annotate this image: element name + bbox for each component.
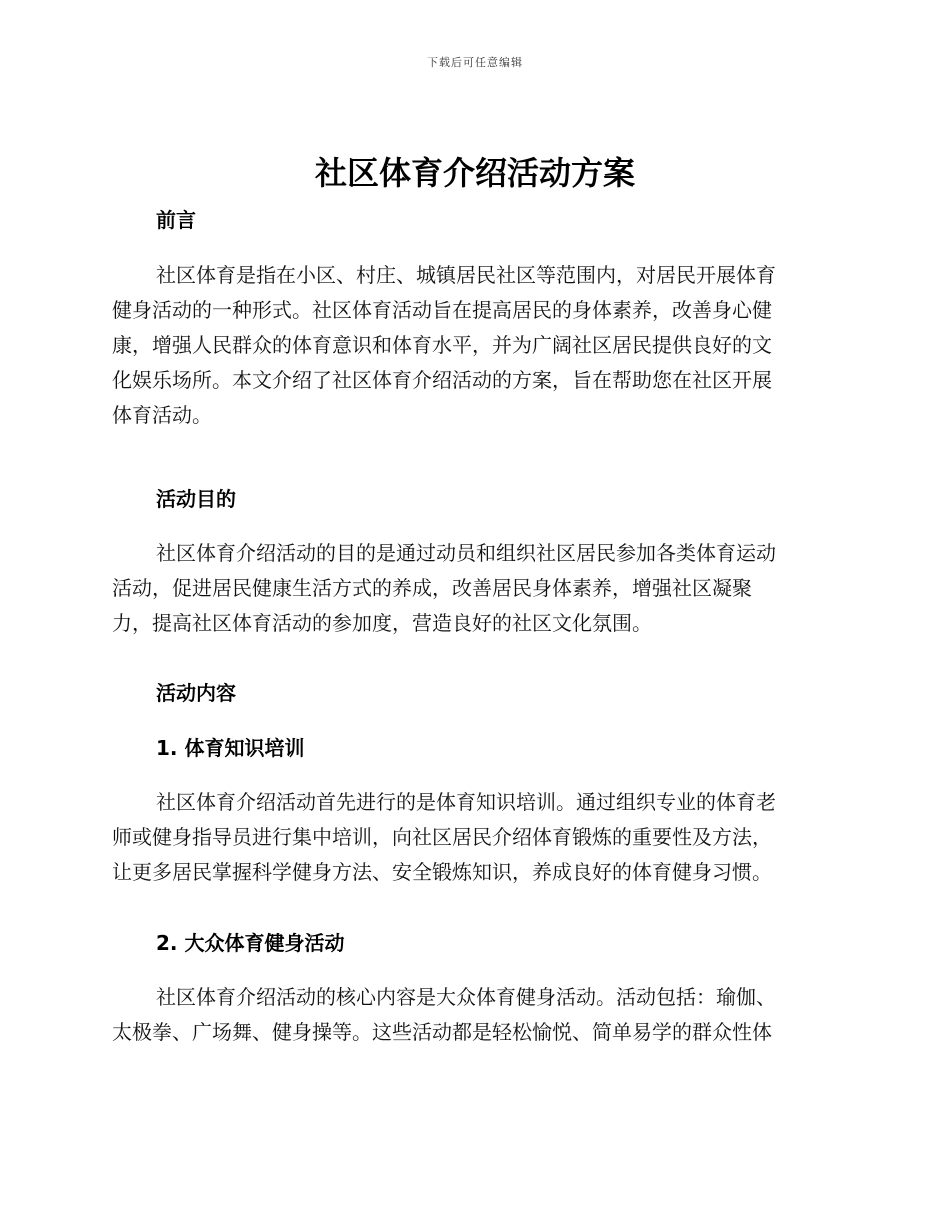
paragraph-preface <box>112 258 832 433</box>
paragraph-purpose <box>112 536 832 641</box>
paragraph-line: 活动，促进居民健康生活方式的养成，改善居民身体素养，增强社区凝聚 <box>112 576 752 600</box>
document-title: 社区体育介绍活动方案 <box>314 154 635 192</box>
paragraph-line: 师或健身指导员进行集中培训，向社区居民介绍体育锻炼的重要性及方法， <box>112 825 772 849</box>
paragraph-line: 体育活动。 <box>112 403 212 427</box>
paragraph-fitness <box>112 980 832 1050</box>
paragraph-line: 社区体育介绍活动的核心内容是大众体育健身活动。活动包括：瑜伽、 <box>156 985 776 1009</box>
paragraph-line: 社区体育介绍活动的目的是通过动员和组织社区居民参加各类体育运动 <box>156 541 776 565</box>
paragraph-training <box>112 785 832 890</box>
subsection-heading-fitness: 2. 大众体育健身活动 <box>156 931 345 955</box>
page-header-note: 下载后可任意编辑 <box>427 56 523 69</box>
paragraph-line: 让更多居民掌握科学健身方法、安全锻炼知识，养成良好的体育健身习惯。 <box>112 860 772 884</box>
section-heading-content: 活动内容 <box>156 681 236 705</box>
paragraph-line: 力，提高社区体育活动的参加度，营造良好的社区文化氛围。 <box>112 611 652 635</box>
paragraph-line: 社区体育是指在小区、村庄、城镇居民社区等范围内，对居民开展体育 <box>156 263 776 287</box>
paragraph-line: 康，增强人民群众的体育意识和体育水平，并为广阔社区居民提供良好的文 <box>112 333 772 357</box>
section-heading-preface: 前言 <box>156 208 196 232</box>
paragraph-line: 太极拳、广场舞、健身操等。这些活动都是轻松愉悦、简单易学的群众性体 <box>112 1020 772 1044</box>
paragraph-line: 化娱乐场所。本文介绍了社区体育介绍活动的方案，旨在帮助您在社区开展 <box>112 368 772 392</box>
paragraph-line: 社区体育介绍活动首先进行的是体育知识培训。通过组织专业的体育老 <box>156 790 776 814</box>
subsection-heading-training: 1. 体育知识培训 <box>156 736 305 760</box>
section-heading-purpose: 活动目的 <box>156 487 236 511</box>
paragraph-line: 健身活动的一种形式。社区体育活动旨在提高居民的身体素养，改善身心健 <box>112 298 772 322</box>
